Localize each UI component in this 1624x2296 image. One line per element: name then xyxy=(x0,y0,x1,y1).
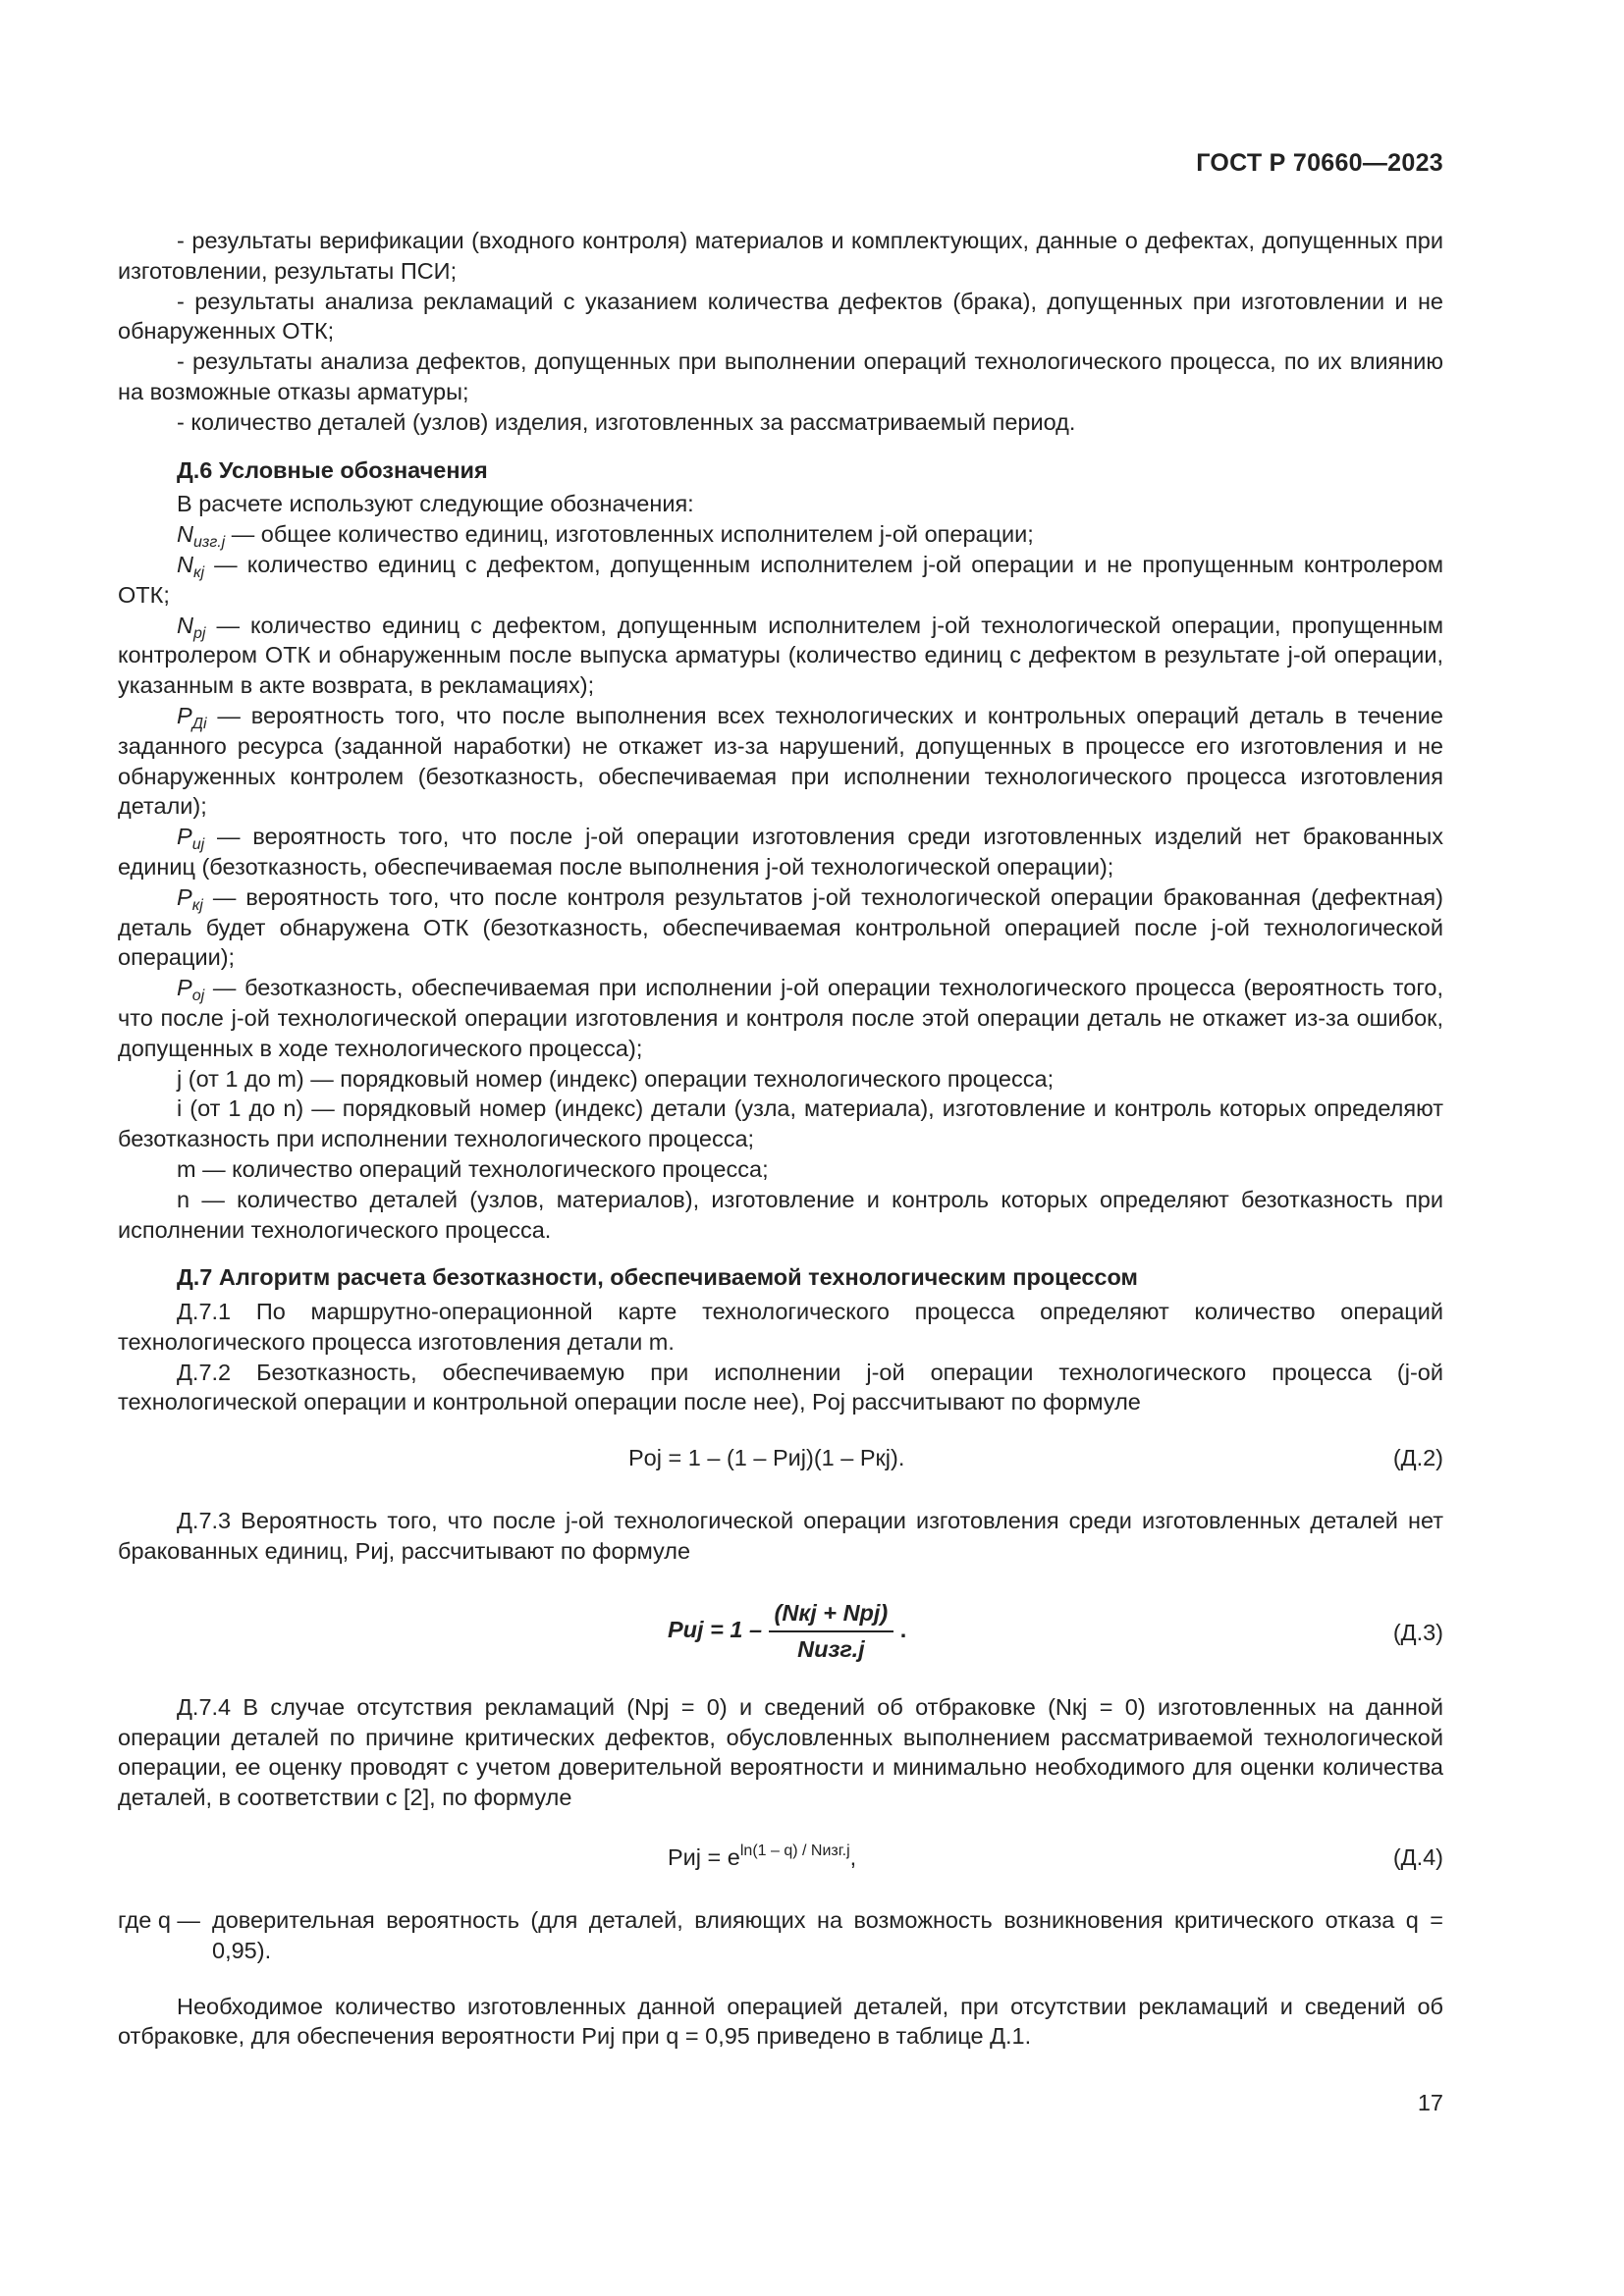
def-m: m — количество операций технологического процесса; xyxy=(177,1155,769,1182)
section-d6-heading: Д.6 Условные обозначения xyxy=(177,456,488,483)
formula-d3-denominator: Nизг.j xyxy=(797,1635,865,1662)
def-n-kj: $N_{кj}$ — количество единиц с дефектом, допущенным исполнителем j-ой операции и не пропущенным контролером ОТК; xyxy=(118,551,1443,608)
d7-2-paragraph: Д.7.2 Безотказность, обеспечиваемую при исполнении j-ой операции технологического процесса (j-ой технологической операции и контрольной операции после нее), Pоj рассчитывают по формуле xyxy=(118,1359,1443,1415)
def-n-izg: $N_{изг.j}$ — общее количество единиц, изготовленных исполнителем j-ой операции; xyxy=(177,521,1034,552)
page-content xyxy=(118,226,1443,2052)
formula-d3 xyxy=(118,1588,1443,1679)
formula-d4-number: (Д.4) xyxy=(1392,1844,1443,1871)
formula-d3-fraction xyxy=(769,1598,894,1665)
def-p-ij: $P_{иj}$ — вероятность того, что после j-ой операции изготовления среди изготовленных изделий нет бракованных единиц (безотказность, обеспечиваемая после выполнения j-ой технологической операции); xyxy=(118,824,1443,880)
def-n: n — количество деталей (узлов, материалов), изготовление и контроль которых определяют безотказность при исполнении технологического процесса. xyxy=(118,1186,1443,1243)
formula-d3-number: (Д.3) xyxy=(1392,1619,1443,1645)
where-text: доверительная вероятность (для деталей, влияющих на возможность возникновения критического отказа q = 0,95). xyxy=(212,1907,1443,1963)
formula-d3-lhs: Pиj = 1 – xyxy=(668,1616,763,1642)
def-i: i (от 1 до n) — порядковый номер (индекс) детали (узла, материала), изготовление и контроль которых определяют безотказность при исполнении технологического процесса; xyxy=(118,1095,1443,1152)
document-id-header: ГОСТ Р 70660—2023 xyxy=(1196,149,1443,177)
intro-item-2: - результаты анализа рекламаций с указанием количества дефектов (брака), допущенных при изготовлении и не обнаруженных ОТК; xyxy=(118,288,1443,345)
formula-d4-expression: Pиj = $e^{ln(1 - q) / Nизг.j}$, xyxy=(668,1842,857,1871)
def-p-oj: $P_{oj}$ — безотказность, обеспечиваемая при исполнении j-ой операции технологического процесса (вероятность того, что после j-ой технологической операции изготовления и контроля после этой операции деталь не откажет из-за ошибок, допущенных в ходе технологического процесса); xyxy=(118,975,1443,1061)
section-d7-heading: Д.7 Алгоритм расчета безотказности, обеспечиваемой технологическим процессом xyxy=(177,1264,1138,1291)
def-p-di: $P_{Дi}$ — вероятность того, что после выполнения всех технологических и контрольных операций деталь в течение заданного ресурса (заданной наработки) не откажет из-за нарушений, допущенных в процессе его изготовления и не обнаруженных контролем (безотказность, обеспечиваемая при исполнении технологического процесса изготовления детали); xyxy=(118,702,1443,820)
formula-d3-numerator: (Nкj + Npj) xyxy=(769,1598,894,1632)
intro-item-4: - количество деталей (узлов) изделия, изготовленных за рассматриваемый период. xyxy=(177,408,1076,435)
def-j: j (от 1 до m) — порядковый номер (индекс) операции технологического процесса; xyxy=(177,1065,1055,1092)
d6-lead: В расчете используют следующие обозначения: xyxy=(177,491,694,517)
formula-d2 xyxy=(118,1435,1443,1486)
def-n-pj: $N_{pj}$ — количество единиц с дефектом, допущенным исполнителем j-ой технологической операции, пропущенным контролером ОТК и обнаруженным после выпуска арматуры (количество единиц с дефектом в результате j-ой операции, указанным в акте возврата, в рекламациях); xyxy=(118,612,1443,699)
formula-d3-expression xyxy=(668,1598,906,1665)
d7-closing-paragraph: Необходимое количество изготовленных данной операцией деталей, при отсутствии рекламаций и сведений об отбраковке, для обеспечения вероятности Pиj при q = 0,95 приведено в таблице Д.1. xyxy=(118,1993,1443,2050)
d7-4-paragraph: Д.7.4 В случае отсутствия рекламаций (Npj = 0) и сведений об отбраковке (Nкj = 0) изготовленных на данной операции деталей по причине критических дефектов, обусловленных выполнением рассматриваемой технологической операции, ее оценку проводят с учетом доверительной вероятности и минимально необходимого для оценки количества деталей, в соответствии с [2], по формуле xyxy=(118,1693,1443,1811)
d7-3-paragraph: Д.7.3 Вероятность того, что после j-ой технологической операции изготовления среди изготовленных деталей нет бракованных единиц, Pиj, рассчитывают по формуле xyxy=(118,1508,1443,1565)
def-p-kj: $P_{кj}$ — вероятность того, что после контроля результатов j-ой технологической операции бракованная (дефектная) деталь будет обнаружена ОТК (безотказность, обеспечиваемая контрольной операцией после j-ой технологической операции); xyxy=(118,883,1443,971)
intro-item-3: - результаты анализа дефектов, допущенных при выполнении операций технологического процесса, по их влиянию на возможные отказы арматуры; xyxy=(118,348,1443,404)
page-number: 17 xyxy=(1417,2090,1443,2115)
intro-item-1: - результаты верификации (входного контроля) материалов и комплектующих, данные о дефектах, допущенных при изготовлении, результаты ПСИ; xyxy=(118,228,1443,284)
where-clause xyxy=(118,1905,1443,1966)
where-label: где q — xyxy=(118,1907,200,1934)
formula-d3-tail: . xyxy=(899,1616,907,1642)
formula-d2-expression: Pоj = 1 – (1 – Pиj)(1 – Pкj). xyxy=(628,1445,905,1471)
formula-d2-number: (Д.2) xyxy=(1392,1445,1443,1471)
d7-1-paragraph: Д.7.1 По маршрутно-операционной карте технологического процесса определяют количество операций технологического процесса изготовления детали m. xyxy=(118,1299,1443,1355)
formula-d4 xyxy=(118,1835,1443,1886)
